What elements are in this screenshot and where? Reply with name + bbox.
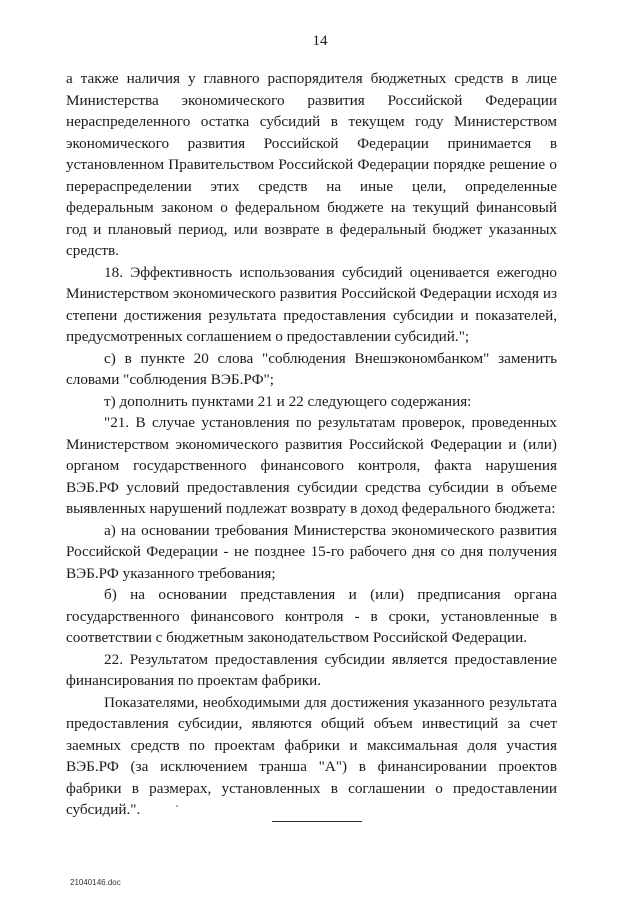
paragraph-item-c: с) в пункте 20 слова "соблюдения Внешэкономбанком" заменить словами "соблюдения ВЭБ.РФ"; [66, 349, 557, 388]
footer-filename: 21040146.doc [70, 878, 121, 887]
page-number: 14 [312, 33, 328, 49]
end-divider-line [272, 821, 362, 822]
paragraph-item-21: "21. В случае установления по результатам проверок, проведенных Министерством экономического развития Российской Федерации и (или) органом государственного финансового контроля, факта нарушения ВЭБ.РФ условий предоставления субсидии средства субсидии в объеме выявленных нарушений подлежат возврату в доход федерального бюджета: [66, 414, 557, 517]
paragraph-indicators: Показателями, необходимыми для достижения указанного результата предоставления субсидии, являются общий объем инвестиций за счет заемных средств по проектам фабрики и максимальная доля участия ВЭБ.РФ (за исключением транша "А") в финансировании проектов фабрики в размерах, установленных в соглашении о предоставлении субсидий.". [66, 693, 557, 818]
document-body [66, 68, 557, 821]
scan-speck [176, 805, 178, 807]
paragraph-item-22: 22. Результатом предоставления субсидии является предоставление финансирования по проектам фабрики. [66, 650, 557, 689]
paragraph-continuation: а также наличия у главного распорядителя бюджетных средств в лице Министерства экономического развития Российской Федерации нераспределенного остатка субсидий в текущем году Министерством экономического развития Российской Федерации принимается в установленном Правительством Российской Федерации порядке решение о перераспределении этих средств на иные цели, определенные федеральным законом о федеральном бюджете на текущий финансовый год и плановый период, или возврате в федеральный бюджет указанных средств. [66, 70, 557, 259]
paragraph-item-a: а) на основании требования Министерства экономического развития Российской Федерации - не позднее 15-го рабочего дня со дня получения ВЭБ.РФ указанного требования; [66, 521, 557, 582]
paragraph-item-b: б) на основании представления и (или) предписания органа государственного финансового контроля - в сроки, установленные в соответствии с бюджетным законодательством Российской Федерации. [66, 586, 557, 646]
paragraph-item-18: 18. Эффективность использования субсидий оценивается ежегодно Министерством экономического развития Российской Федерации исходя из степени достижения результата предоставления субсидии и показателей, предусмотренных соглашением о предоставлении субсидий."; [66, 263, 557, 345]
paragraph-item-t: т) дополнить пунктами 21 и 22 следующего содержания: [104, 392, 472, 410]
